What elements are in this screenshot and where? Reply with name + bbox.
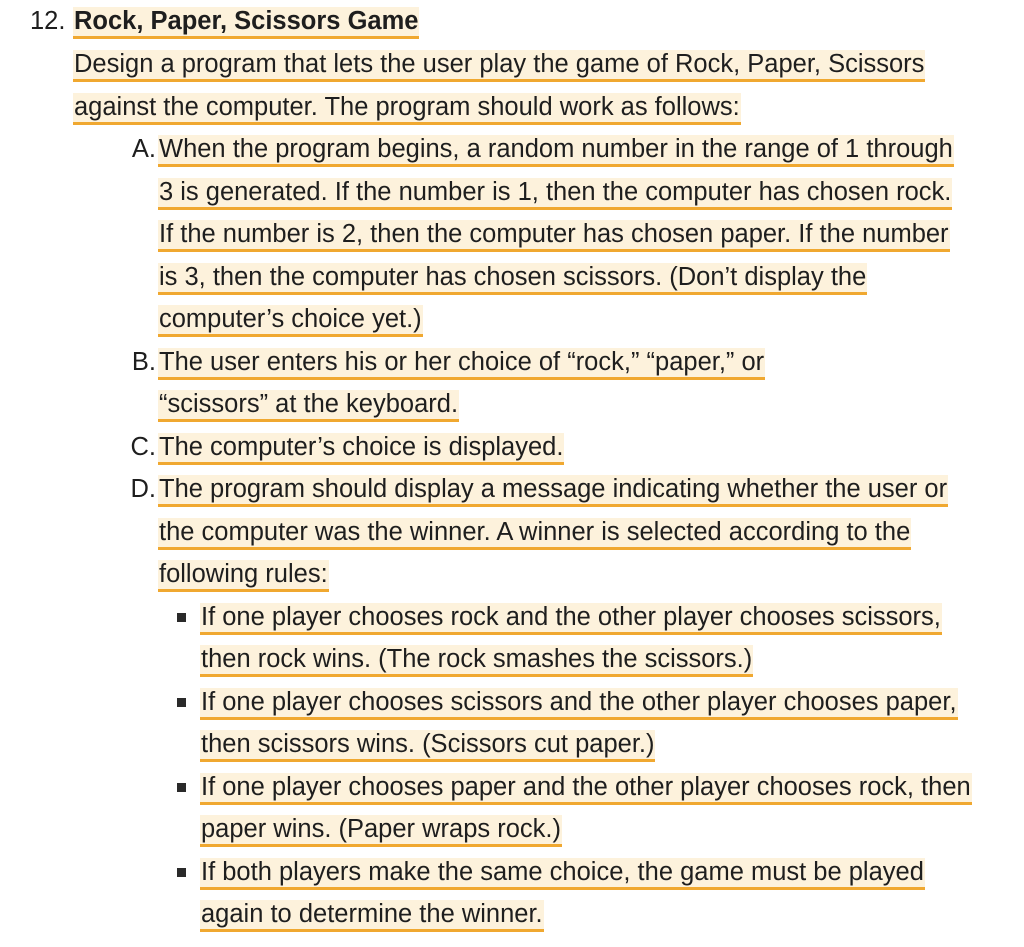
square-bullet-icon <box>177 783 186 792</box>
problem-intro-text[interactable]: Design a program that lets the user play the game of Rock, Paper, Scissors against the computer. The program should work as follows: <box>73 50 925 125</box>
square-bullet-icon <box>177 613 186 622</box>
part-b-text[interactable]: The user enters his or her choice of “rock,” “paper,” or “scissors” at the keyboard. <box>158 348 765 423</box>
rule-paper-beats-rock <box>200 766 980 851</box>
problem-title-wrap <box>73 0 419 43</box>
problem-number: 12. <box>30 7 66 35</box>
rule-text[interactable]: If one player chooses scissors and the other player chooses paper, then scissors wins. (Scissors cut paper.) <box>200 688 958 763</box>
rule-text[interactable]: If one player chooses rock and the other player chooses scissors, then rock wins. (The rock smashes the scissors.) <box>200 603 942 678</box>
part-d <box>130 468 1020 936</box>
rule-scissors-beats-paper <box>200 681 980 766</box>
part-d-text[interactable]: The program should display a message indicating whether the user or the computer was the winner. A winner is selected according to the following rules: <box>158 475 948 592</box>
parts-list <box>130 128 1020 936</box>
rule-text[interactable]: If one player chooses paper and the other player chooses rock, then paper wins. (Paper wraps rock.) <box>200 773 972 848</box>
rule-rock-beats-scissors <box>200 596 980 681</box>
winner-rules-list <box>200 596 1020 936</box>
part-c <box>130 426 1020 469</box>
rule-text[interactable]: If both players make the same choice, the game must be played again to determine the winner. <box>200 858 925 933</box>
part-a-letter: A. <box>131 135 156 163</box>
part-c-text[interactable]: The computer’s choice is displayed. <box>158 433 564 465</box>
square-bullet-icon <box>177 698 186 707</box>
part-b-letter: B. <box>131 347 156 376</box>
exercise-problem <box>30 0 1020 936</box>
square-bullet-icon <box>177 868 186 877</box>
rule-tie-replay <box>200 851 980 936</box>
part-a-text[interactable]: When the program begins, a random number in the range of 1 through 3 is generated. If the number is 1, then the computer has chosen rock. If the number is 2, then the computer has chosen paper. If the number is 3, then the computer has chosen scissors. (Don’t display the computer’s choice yet.) <box>158 135 954 337</box>
problem-intro <box>73 43 953 128</box>
part-b <box>131 341 1020 426</box>
problem-title[interactable]: Rock, Paper, Scissors Game <box>73 7 419 39</box>
problem-header <box>30 0 1020 43</box>
part-a <box>131 128 1020 341</box>
part-c-letter: C. <box>130 432 156 461</box>
part-d-letter: D. <box>130 475 156 503</box>
